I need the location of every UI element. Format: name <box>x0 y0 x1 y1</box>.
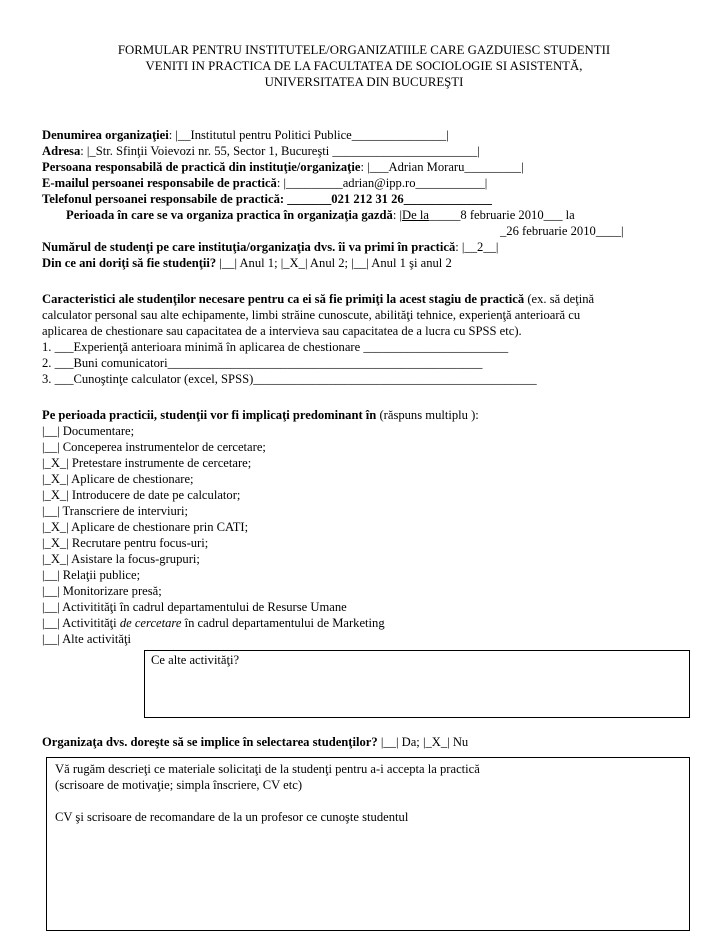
address-label: Adresa <box>42 144 81 158</box>
student-count-label: Numărul de studenţi pe care instituţia/organizaţia dvs. îi va primi în practică <box>42 240 456 254</box>
phone-row: Telefonul persoanei responsabile de practică: _______021 212 31 26______________ <box>42 192 492 206</box>
other-activities-textbox[interactable] <box>144 650 690 718</box>
period-end-value: _26 februarie 2010____| <box>500 224 624 238</box>
materials-textbox[interactable] <box>46 757 690 931</box>
student-years-label: Din ce ani doriţi să fie studenţii? <box>42 256 217 270</box>
student-count-row <box>42 239 498 255</box>
form-title-line-3: UNIVERSITATEA DIN BUCUREŞTI <box>264 75 464 89</box>
activity-item-other: |__| Alte activităţi <box>42 632 131 646</box>
activity-marketing-suffix: în cadrul departamentului de Marketing <box>181 616 385 630</box>
activity-marketing-prefix: |__| Activitităţi <box>42 616 120 630</box>
activity-item-marketing <box>42 615 385 631</box>
student-years-value: |__| Anul 1; |_X_| Anul 2; |__| Anul 1 şi anul 2 <box>216 256 452 270</box>
activity-item: |_X_| Introducere de date pe calculator; <box>42 488 241 502</box>
characteristics-description-line-3: aplicarea de chestionare sau capacitatea de a intervieva sau capacitatea de a lucra cu SPSS etc). <box>42 324 522 338</box>
responsible-label: Persoana responsabilă de practică din instituţie/organizaţie <box>42 160 361 174</box>
selection-row <box>42 734 468 750</box>
org-name-label: Denumirea organizaţiei <box>42 128 169 142</box>
activity-item: |_X_| Pretestare instrumente de cercetare; <box>42 456 252 470</box>
period-from-label: De la <box>401 208 429 222</box>
activities-heading-rest: (răspuns multiplu ): <box>376 408 479 422</box>
org-name-value: : |__Institutul pentru Politici Publice_______________| <box>168 128 449 142</box>
characteristic-item: 2. ___Buni comunicatori__________________________________________________ <box>42 356 483 370</box>
characteristic-item: 3. ___Cunoştinţe calculator (excel, SPSS)_____________________________________________ <box>42 372 537 386</box>
materials-answer: CV şi scrisoare de recomandare de la un profesor ce cunoşte studentul <box>55 810 409 824</box>
activity-item: |__| Relaţii publice; <box>42 568 141 582</box>
address-row <box>42 143 480 159</box>
form-title-line-1: FORMULAR PENTRU INSTITUTELE/ORGANIZATIILE CARE GAZDUIESC STUDENTII <box>117 43 611 57</box>
activities-heading <box>42 407 479 423</box>
activity-item: |_X_| Recrutare pentru focus-uri; <box>42 536 209 550</box>
characteristics-heading <box>42 291 594 307</box>
activity-item: |_X_| Aplicare de chestionare; <box>42 472 194 486</box>
activity-item: |_X_| Aplicare de chestionare prin CATI; <box>42 520 249 534</box>
period-label: Perioada în care se va organiza practica în organizaţia gazdă <box>66 208 393 222</box>
characteristics-description-line-2: calculator personal sau alte echipamente, limbi străine cunoscute, abilităţi tehnice, experienţă anterioară cu <box>42 308 581 322</box>
student-count-value: : |__2__| <box>455 240 499 254</box>
activity-marketing-italic: de cercetare <box>119 616 182 630</box>
student-years-row <box>42 255 452 271</box>
period-row <box>66 207 575 223</box>
email-label: E-mailul persoanei responsabile de practică <box>42 176 277 190</box>
activities-heading-bold: Pe perioada practicii, studenţii vor fi implicaţi predominant în <box>42 408 377 422</box>
activity-item: |__| Conceperea instrumentelor de cercetare; <box>42 440 266 454</box>
period-separator: : | <box>392 208 402 222</box>
period-value: _____8 februarie 2010___ la <box>428 208 575 222</box>
org-name-row <box>42 127 449 143</box>
email-row <box>42 175 487 191</box>
materials-prompt-line-1: Vă rugăm descrieţi ce materiale solicitaţi de la studenţi pentru a-i accepta la practică <box>55 762 480 776</box>
characteristics-heading-bold: Caracteristici ale studenţilor necesare pentru ca ei să fie primiţi la acest stagiu de practică <box>42 292 525 306</box>
activity-item: |__| Transcriere de interviuri; <box>42 504 188 518</box>
characteristic-item: 1. ___Experienţă anterioara minimă în aplicarea de chestionare _______________________ <box>42 340 509 354</box>
responsible-value: : |___Adrian Moraru_________| <box>360 160 524 174</box>
activity-item: |__| Activitităţi în cadrul departamentului de Resurse Umane <box>42 600 347 614</box>
email-value: : |_________adrian@ipp.ro___________| <box>276 176 488 190</box>
other-activities-prompt: Ce alte activităţi? <box>151 653 240 667</box>
activity-item: |__| Monitorizare presă; <box>42 584 162 598</box>
responsible-row <box>42 159 524 175</box>
form-title-line-2: VENITI IN PRACTICA DE LA FACULTATEA DE SOCIOLOGIE SI ASISTENTĂ, <box>145 59 583 73</box>
materials-prompt-line-2: (scrisoare de motivaţie; simpla înscriere, CV etc) <box>55 778 303 792</box>
activity-item: |_X_| Asistare la focus-grupuri; <box>42 552 200 566</box>
address-value: : |_Str. Sfinţii Voievozi nr. 55, Sector 1, Bucureşti _______________________| <box>80 144 480 158</box>
characteristics-heading-rest: (ex. să deţină <box>524 292 595 306</box>
activity-item: |__| Documentare; <box>42 424 135 438</box>
selection-question: Organizaţa dvs. doreşte să se implice în selectarea studenţilor? <box>42 735 378 749</box>
selection-answer: |__| Da; |_X_| Nu <box>377 735 469 749</box>
